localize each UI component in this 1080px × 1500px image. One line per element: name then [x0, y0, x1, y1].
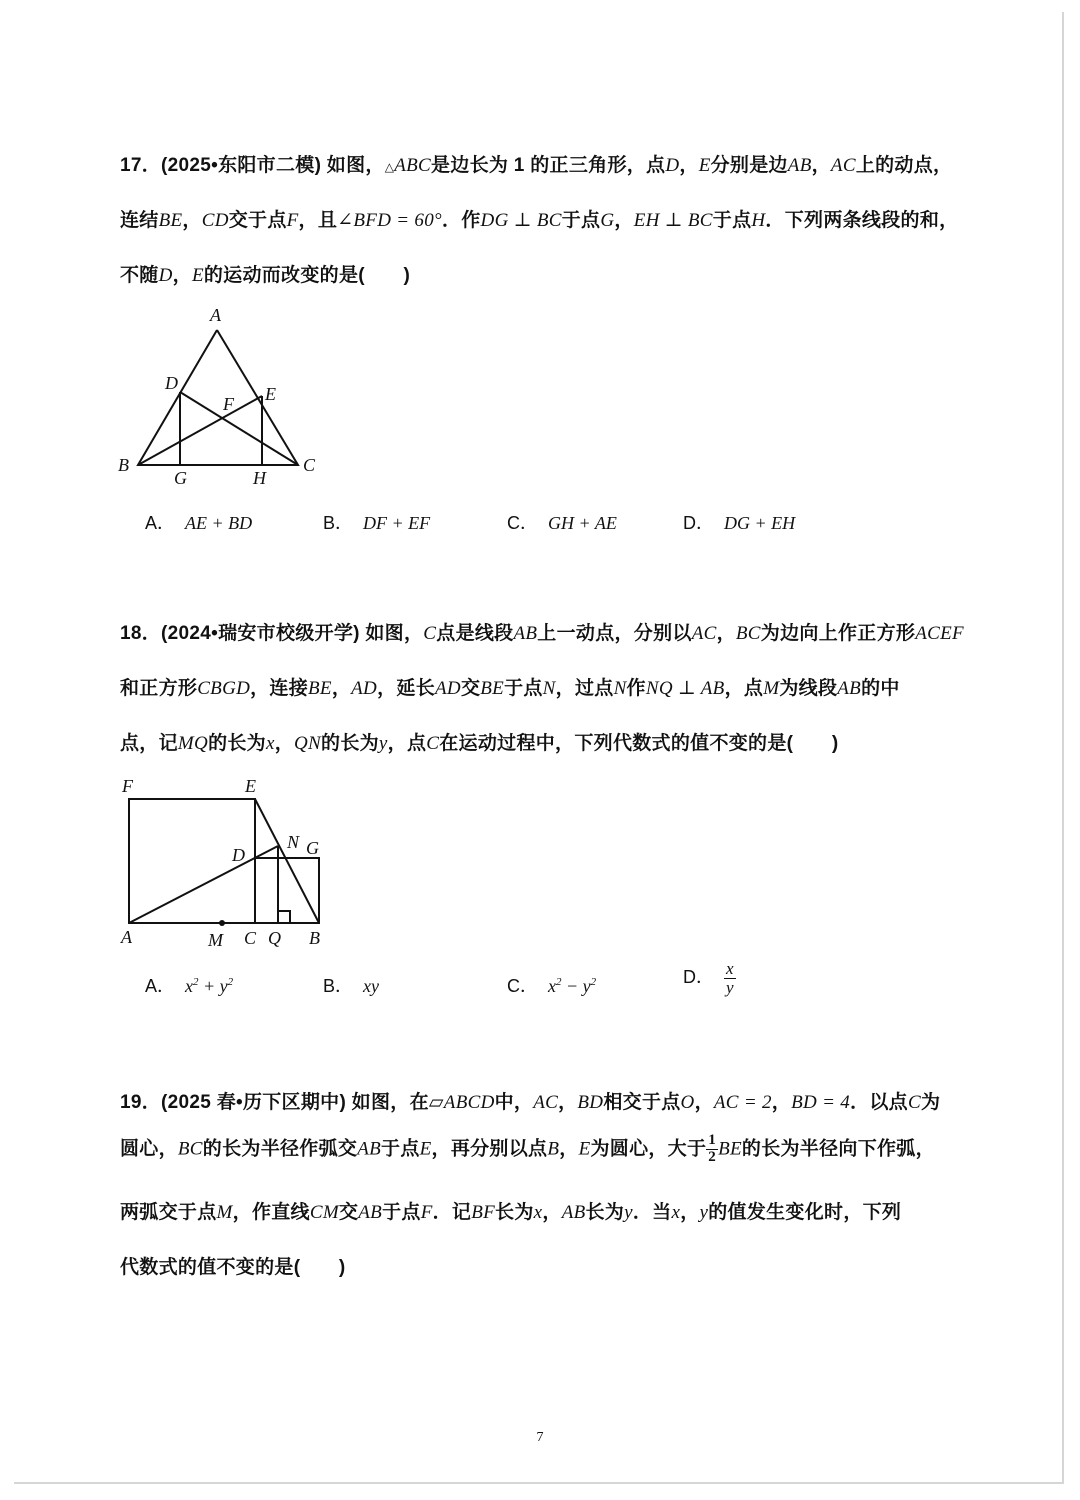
q17-option-c[interactable]: C． GH + AE: [507, 513, 617, 533]
label-f: F: [122, 776, 133, 796]
label-b: B: [309, 928, 320, 948]
q19-line-2: 圆心，BC的长为半径作弧交AB于点E，再分别以点B，E为圆心，大于 $\frac{1}{2}$ BE的长为半径向下作弧，: [120, 1132, 935, 1165]
label-f: F: [223, 394, 234, 414]
q17-option-b[interactable]: B． DF + EF: [323, 513, 431, 533]
point-m: [219, 920, 225, 926]
q17-option-d[interactable]: D． DG + EH: [683, 513, 796, 533]
q18-line-3: 点，记MQ的长为x，QN的长为y，点C在运动过程中，下列代数式的值不变的是( ): [120, 733, 839, 754]
q17-line-2: 连结BE，CD交于点F，且∠BFD = 60°．作DG ⊥ BC于点G，EH ⊥ BC于点H．下列两条线段的和，: [120, 210, 959, 231]
q18-option-a[interactable]: A． $x^2 + y^2$: [145, 976, 234, 996]
label-a: A: [121, 927, 132, 947]
q19-line-4: 代数式的值不变的是( ): [120, 1257, 346, 1278]
label-m: M: [208, 930, 223, 950]
label-d: D: [165, 373, 178, 393]
label-g: G: [174, 468, 187, 488]
label-e: E: [265, 384, 276, 404]
fraction-x-over-y: $\frac{x}{y}$: [726, 959, 734, 997]
square-cbgd: [255, 858, 319, 923]
label-q: Q: [268, 928, 281, 948]
segment-cd: [180, 392, 298, 465]
q17-line-1: 17．(2025•东阳市二模) 如图，△ABC是边长为 1 的正三角形，点D，E分别是边AB，AC上的动点，: [120, 155, 953, 176]
label-c: C: [303, 455, 316, 475]
label-a: A: [210, 305, 221, 325]
q18-option-c[interactable]: C． $x^2 - y^2$: [507, 976, 597, 996]
q19-line-3: 两弧交于点M，作直线CM交AB于点F．记BF长为x，AB长为y．当x，y的值发生变化时，下列: [120, 1202, 902, 1223]
label-g: G: [306, 838, 319, 858]
q19-line-1: 19．(2025 春•历下区期中) 如图，在▱ABCD中，AC，BD相交于点O，AC = 2，BD = 4．以点C为: [120, 1092, 941, 1113]
q17-line-3: 不随D，E的运动而改变的是( ): [120, 265, 411, 286]
page-number: 7: [536, 1430, 544, 1445]
segment-be: [255, 799, 319, 923]
label-n: N: [287, 832, 300, 852]
q18-line-2: 和正方形CBGD，连接BE，AD，延长AD交BE于点N，过点N作NQ ⊥ AB，点M为线段AB的中: [120, 678, 900, 699]
q18-option-d[interactable]: D． $\frac{x}{y}$: [683, 959, 734, 997]
fraction-one-half: $\frac{1}{2}$: [708, 1132, 717, 1165]
q17-option-a[interactable]: A． AE + BD: [145, 513, 253, 533]
label-b: B: [118, 455, 129, 475]
label-d: D: [232, 845, 245, 865]
label-h: H: [253, 468, 266, 488]
label-e: E: [245, 776, 256, 796]
q18-option-b[interactable]: B． xy: [323, 976, 379, 996]
q17-figure: [110, 300, 340, 490]
right-angle-mark: [278, 911, 290, 923]
q18-line-1: 18．(2024•瑞安市校级开学) 如图，C点是线段AB上一动点，分别以AC，BC为边向上作正方形ACEF: [120, 623, 964, 644]
q18-figure: [110, 770, 360, 955]
label-c: C: [244, 928, 257, 948]
